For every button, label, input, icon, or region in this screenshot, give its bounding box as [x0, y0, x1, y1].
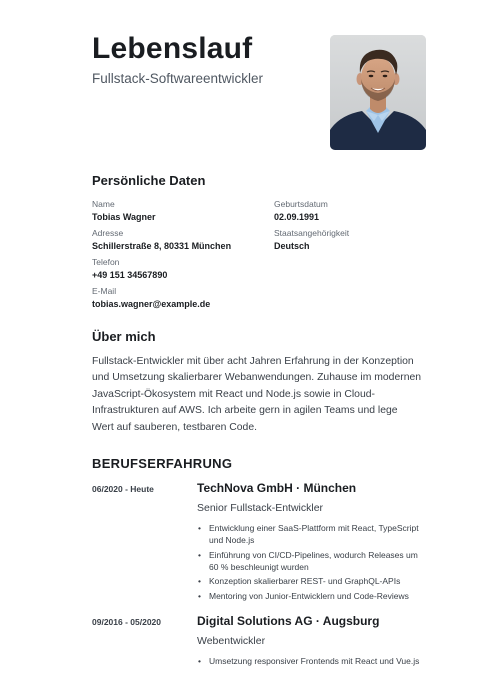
job-company: TechNova GmbH · München [197, 481, 357, 495]
field-address-value: Schillerstraße 8, 80331 München [92, 241, 232, 251]
page-title: Lebenslauf [92, 32, 253, 65]
field-birthdate [274, 199, 328, 223]
field-phone-value: +49 151 34567890 [92, 270, 168, 280]
field-phone-label: Telefon [92, 257, 120, 267]
job-company: Digital Solutions AG · Augsburg [197, 614, 380, 628]
job-bullet: • Mentoring von Junior-Entwicklern und Code-Reviews [197, 590, 422, 602]
job-bullet: • Einführung von CI/CD-Pipelines, wodurch Releases um 60 % beschleunigt wurden [197, 549, 422, 573]
field-name [92, 199, 156, 223]
field-phone [92, 257, 167, 281]
job-date: 09/2016 - 05/2020 [92, 617, 162, 627]
job-entry [92, 614, 432, 677]
experience-heading: BERUFSERFAHRUNG [92, 456, 233, 471]
job-bullet: • Umsetzung responsiver Frontends mit React und Vue.js [197, 655, 422, 667]
field-email-value: tobias.wagner@example.de [92, 299, 211, 309]
field-email-label: E-Mail [92, 286, 117, 296]
field-nationality [274, 228, 349, 252]
job-entry [92, 481, 432, 604]
job-bullet: • Entwicklung einer SaaS-Plattform mit React, TypeScript und Node.js [197, 522, 422, 546]
personal-data-heading: Persönliche Daten [92, 173, 206, 188]
page-subtitle: Fullstack-Softwareentwickler [92, 71, 264, 86]
field-email [92, 286, 210, 310]
field-name-label: Name [92, 199, 115, 209]
about-heading: Über mich [92, 329, 156, 344]
field-address-label: Adresse [92, 228, 124, 238]
job-role: Senior Fullstack-Entwickler [197, 502, 324, 514]
field-birthdate-value: 02.09.1991 [274, 212, 320, 222]
field-birthdate-label: Geburtsdatum [274, 199, 328, 209]
field-name-value: Tobias Wagner [92, 212, 156, 222]
job-bullets [197, 655, 422, 670]
field-nationality-label: Staatsangehörigkeit [274, 228, 350, 238]
field-nationality-value: Deutsch [274, 241, 310, 251]
field-address [92, 228, 231, 252]
job-role: Webentwickler [197, 635, 266, 647]
about-text: Fullstack-Entwickler mit über acht Jahren Erfahrung in der Konzeption und Umsetzung skalierbarer Webanwendungen. Zuhause im modernen JavaScript-Ökosystem mit React und Node.js sowie in Cloud-Infrastrukturen auf AWS. Ich arbeite gern in agilen Teams und lege Wert auf sauberen, testbaren Code. [92, 356, 422, 433]
job-bullet: • Konzeption skalierbarer REST- und GraphQL-APIs [197, 575, 422, 587]
job-date: 06/2020 - Heute [92, 484, 154, 494]
job-bullets [197, 522, 422, 604]
profile-photo [330, 35, 426, 150]
